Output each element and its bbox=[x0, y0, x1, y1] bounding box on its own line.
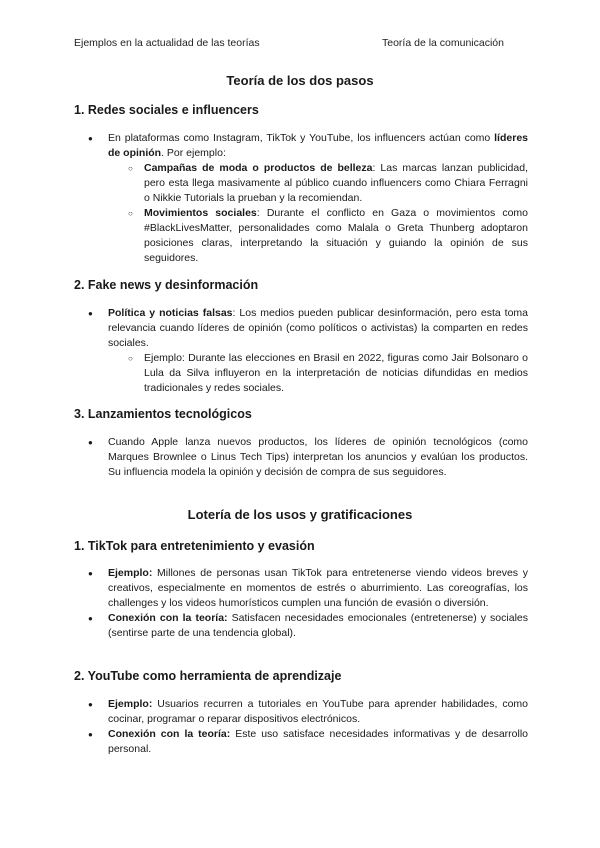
bullet-bold: Ejemplo: bbox=[108, 698, 153, 710]
sub-bullet-text: : Las marcas lanzan publicidad, pero esta llega masivamente al público cuando influencers como Chiara Ferragni o Nikkie Tutorials la prueban y la recomiendan. bbox=[144, 162, 528, 204]
bullet-text: Este uso satisface necesidades informativas y de desarrollo personal. bbox=[108, 728, 528, 755]
heading-tiktok: 1. TikTok para entretenimiento y evasión bbox=[74, 539, 315, 553]
bullet-bold: Política y noticias falsas bbox=[108, 307, 233, 319]
section-title-two-step: Teoría de los dos pasos bbox=[226, 73, 374, 88]
bullet-bold: Conexión con la teoría: bbox=[108, 728, 231, 740]
sub-bullet-text: Ejemplo: Durante las elecciones en Brasil en 2022, figuras como Jair Bolsonaro o Lula da Silva influyeron en la interpretación de noticias difundidas en medios tradicionales y redes sociales. bbox=[144, 352, 528, 394]
heading-social-influencers: 1. Redes sociales e influencers bbox=[74, 103, 259, 117]
bullet-bold: líderes de opinión bbox=[108, 132, 528, 159]
heading-fake-news: 2. Fake news y desinformación bbox=[74, 278, 259, 292]
bullet-tail: . Por ejemplo: bbox=[161, 147, 226, 159]
bullet-text: En plataformas como Instagram, TikTok y YouTube, los influencers actúan como bbox=[108, 132, 495, 144]
bullet-bold: Conexión con la teoría: bbox=[108, 612, 228, 624]
bullet-apple bbox=[88, 435, 528, 480]
bullet-youtube-connection bbox=[88, 727, 528, 757]
bullet-youtube-example bbox=[88, 697, 528, 727]
block-tiktok bbox=[88, 566, 528, 641]
sub-bullet-bold: Campañas de moda o productos de belleza bbox=[144, 162, 373, 174]
bullet-bold: Ejemplo: bbox=[108, 567, 153, 579]
block-youtube bbox=[88, 697, 528, 757]
header-left: Ejemplos en la actualidad de las teorías bbox=[74, 37, 260, 49]
bullet-text: : Los medios pueden publicar desinformación, pero esta toma relevancia cuando líderes de opinión (como políticos o activistas) la comparten en redes sociales. bbox=[108, 307, 528, 349]
sub-bullet-brazil bbox=[88, 351, 528, 396]
section-title-uses-gratifications: Lotería de los usos y gratificaciones bbox=[187, 507, 413, 522]
bullet-platforms bbox=[88, 131, 528, 161]
bullet-tiktok-connection bbox=[88, 611, 528, 641]
bullet-text: Satisfacen necesidades emocionales (entretenerse) y sociales (sentirse parte de una tendencia global). bbox=[108, 612, 528, 639]
block-fake-news bbox=[88, 306, 528, 396]
sub-bullet-text: : Durante el conflicto en Gaza o movimientos como #BlackLivesMatter, personalidades como Malala o Greta Thunberg adoptaron posiciones claras, interpretando la situación y guiando la opinión de sus seguidores. bbox=[144, 207, 529, 264]
sub-bullet-social-movements bbox=[88, 206, 528, 266]
bullet-text: Cuando Apple lanza nuevos productos, los líderes de opinión tecnológicos (como Marques Brownlee o Linus Tech Tips) interpretan los anuncios y evalúan los productos. Su influencia modela la opinión y decisión de compra de sus seguidores. bbox=[108, 436, 528, 478]
heading-tech-launches: 3. Lanzamientos tecnológicos bbox=[74, 407, 252, 421]
sub-bullet-fashion bbox=[88, 161, 528, 206]
block-tech-launches bbox=[88, 435, 528, 480]
block-social-influencers bbox=[88, 131, 528, 266]
sub-bullet-bold: Movimientos sociales bbox=[144, 207, 257, 219]
bullet-text: Usuarios recurren a tutoriales en YouTube para aprender habilidades, como cocinar, programar o reparar dispositivos electrónicos. bbox=[108, 698, 528, 725]
bullet-tiktok-example bbox=[88, 566, 528, 611]
header-right: Teoría de la comunicación bbox=[382, 37, 504, 49]
heading-youtube: 2. YouTube como herramienta de aprendizaje bbox=[74, 669, 342, 683]
bullet-politics bbox=[88, 306, 528, 351]
bullet-text: Millones de personas usan TikTok para entretenerse viendo videos breves y creativos, especialmente en momentos de estrés o aburrimiento. Las coreografías, los challenges y los videos humorísticos cumplen una función de evasión o diversión. bbox=[108, 567, 528, 609]
